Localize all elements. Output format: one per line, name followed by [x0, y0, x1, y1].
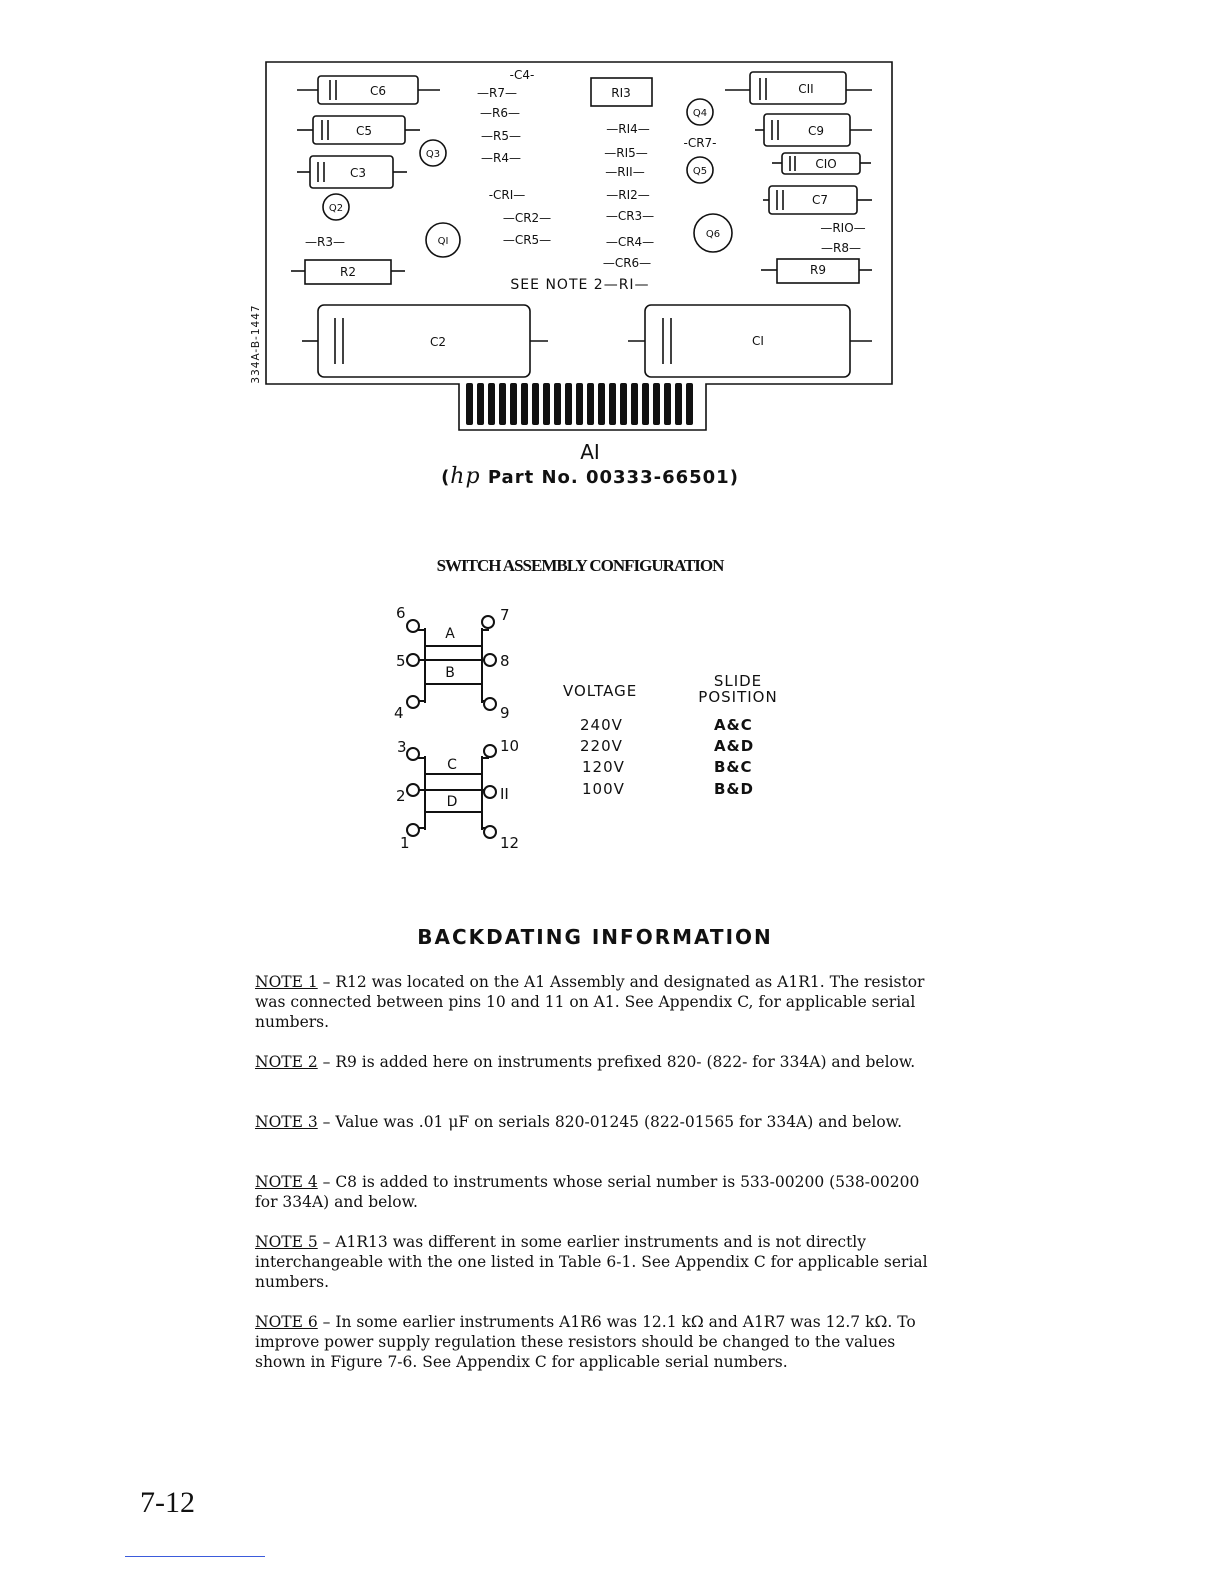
voltage-column-header: VOLTAGE — [563, 682, 638, 700]
label-r12: —RI2— — [606, 188, 650, 202]
connector-finger — [488, 383, 495, 425]
label-r9: R9 — [810, 263, 826, 277]
connector-finger — [598, 383, 605, 425]
connector-finger — [631, 383, 638, 425]
label-r8: —R8— — [821, 241, 861, 255]
drawing-code: 334A-B-1447 — [250, 304, 262, 384]
slide-c: C — [447, 757, 457, 773]
note-5 — [255, 1232, 935, 1292]
page-number: 7-12 — [140, 1486, 195, 1519]
connector-finger — [653, 383, 660, 425]
pin-label-8: 8 — [500, 652, 510, 670]
connector-finger — [477, 383, 484, 425]
connector-finger — [521, 383, 528, 425]
switch-pin-11 — [484, 786, 496, 798]
note-4 — [255, 1172, 935, 1212]
footer-rule — [125, 1556, 265, 1557]
switch-pin-12 — [484, 826, 496, 838]
connector-finger — [675, 383, 682, 425]
note-label: NOTE 1 — [255, 973, 318, 991]
label-r13: RI3 — [611, 86, 631, 100]
assembly-name: AI — [580, 440, 600, 464]
label-c5: C5 — [355, 124, 373, 138]
note-6 — [255, 1312, 935, 1372]
connector-finger — [642, 383, 649, 425]
connector-finger — [620, 383, 627, 425]
pin-label-1: 1 — [400, 834, 410, 852]
pin-label-6: 6 — [396, 604, 406, 622]
label-r10: —RIO— — [820, 221, 866, 235]
connector-finger — [554, 383, 561, 425]
pin-label-10: 10 — [500, 737, 520, 755]
label-c4: -C4- — [509, 68, 535, 82]
label-cr3: —CR3— — [605, 209, 655, 223]
table-row — [572, 716, 832, 737]
a1-board-diagram — [0, 0, 1224, 440]
part-number-line — [380, 464, 800, 489]
label-q4: Q4 — [692, 108, 708, 119]
backdating-title: BACKDATING INFORMATION — [417, 925, 773, 949]
pin-label-12: 12 — [500, 834, 520, 852]
slide-b: B — [445, 665, 455, 681]
paren-open: ( — [441, 467, 451, 488]
label-r6: —R6— — [480, 106, 520, 120]
pin-label-4: 4 — [394, 704, 404, 722]
switch-assembly-title: SWITCH ASSEMBLY CONFIGURATION — [436, 556, 724, 575]
note-text: – C8 is added to instruments whose serial number is 533-00200 (538-00200 for 334A) and below. — [255, 1173, 920, 1211]
label-c1: CI — [752, 334, 764, 348]
position-cell: A&D — [714, 737, 755, 755]
label-q3: Q3 — [425, 149, 441, 160]
connector-finger — [499, 383, 506, 425]
table-row — [572, 780, 832, 802]
label-r2: R2 — [340, 265, 356, 279]
connector-finger — [609, 383, 616, 425]
position-cell: A&C — [714, 716, 753, 734]
note-text: – Value was .01 μF on serials 820-01245 (822-01565 for 334A) and below. — [317, 1113, 903, 1131]
label-cr2: —CR2— — [502, 211, 552, 225]
note-2 — [255, 1052, 935, 1072]
note-text: – R9 is added here on instruments prefixed 820- (822- for 334A) and below. — [317, 1053, 916, 1071]
switch-pin-9 — [484, 698, 496, 710]
connector-finger — [466, 383, 473, 425]
switch-pin-8 — [484, 654, 496, 666]
connector-finger — [532, 383, 539, 425]
pin-label-9: 9 — [500, 704, 510, 722]
label-r15: —RI5— — [604, 146, 648, 160]
label-c9: C9 — [807, 124, 825, 138]
slide-header-line1: SLIDE — [713, 672, 763, 690]
note-label: NOTE 3 — [255, 1113, 318, 1131]
switch-diagram — [380, 598, 540, 858]
pin-label-7: 7 — [500, 606, 510, 624]
capacitor-c2 — [302, 305, 548, 377]
capacitor-c6 — [297, 76, 440, 104]
connector-finger — [565, 383, 572, 425]
label-c6: C6 — [369, 84, 387, 98]
label-q5: Q5 — [692, 166, 708, 177]
slide-d: D — [446, 794, 458, 810]
label-cr6: —CR6— — [602, 256, 652, 270]
connector-finger — [587, 383, 594, 425]
voltage-cell: 120V — [582, 758, 625, 776]
connector-finger — [510, 383, 517, 425]
note-text: – In some earlier instruments A1R6 was 12.1 kΩ and A1R7 was 12.7 kΩ. To improve power supply regulation these resistors should be changed to the values shown in Figure 7-6. See Appendix C for applicable serial numbers. — [255, 1313, 916, 1371]
note-label: NOTE 5 — [255, 1233, 318, 1251]
switch-pin-4 — [407, 696, 419, 708]
label-c7: C7 — [811, 193, 829, 207]
switch-pin-10 — [484, 745, 496, 757]
label-q1: QI — [437, 236, 449, 247]
board-outline — [266, 62, 892, 430]
note-3 — [255, 1112, 935, 1132]
pin-label-2: 2 — [396, 787, 406, 805]
label-cr7: -CR7- — [683, 136, 717, 150]
voltage-cell: 240V — [580, 716, 623, 734]
label-c10: CIO — [815, 157, 837, 171]
paren-close: ) — [729, 467, 739, 488]
switch-pin-5 — [407, 654, 419, 666]
label-c11: CII — [798, 82, 814, 96]
connector-finger — [576, 383, 583, 425]
switch-pin-3 — [407, 748, 419, 760]
switch-pin-6 — [407, 620, 419, 632]
label-q2: Q2 — [328, 203, 344, 214]
label-c3: C3 — [349, 166, 367, 180]
voltage-cell: 100V — [582, 780, 625, 798]
voltage-cell: 220V — [580, 737, 623, 755]
slide-a: A — [445, 626, 455, 642]
connector-finger — [543, 383, 550, 425]
label-r3: —R3— — [305, 235, 345, 249]
label-r4: —R4— — [481, 151, 521, 165]
switch-pin-7 — [482, 616, 494, 628]
label-r7: —R7— — [477, 86, 517, 100]
slide-header-line2: POSITION — [698, 688, 778, 706]
edge-connector-fingers — [466, 383, 693, 425]
connector-finger — [664, 383, 671, 425]
label-cr1: -CRI— — [488, 188, 526, 202]
pin-label-3: 3 — [397, 738, 407, 756]
position-cell: B&C — [714, 758, 753, 776]
table-row — [572, 737, 832, 758]
label-q6: Q6 — [705, 229, 721, 240]
connector-finger — [686, 383, 693, 425]
pin-label-11: II — [500, 785, 509, 803]
label-cr5: —CR5— — [502, 233, 552, 247]
note-label: NOTE 2 — [255, 1053, 318, 1071]
note-text: – R12 was located on the A1 Assembly and designated as A1R1. The resistor was connected between pins 10 and 11 on A1. See Appendix C, for applicable serial numbers. — [255, 973, 925, 1031]
capacitor-c1 — [628, 305, 872, 377]
note-text: – A1R13 was different in some earlier instruments and is not directly interchangeable with the one listed in Table 6-1. See Appendix C for applicable serial numbers. — [255, 1233, 928, 1291]
note-label: NOTE 4 — [255, 1173, 318, 1191]
label-r11: —RII— — [605, 165, 645, 179]
part-number: Part No. 00333-66501 — [487, 467, 730, 488]
switch-pin-2 — [407, 784, 419, 796]
label-r14: —RI4— — [606, 122, 650, 136]
label-c2: C2 — [429, 335, 447, 349]
note-label: NOTE 6 — [255, 1313, 318, 1331]
slide-position-header — [690, 672, 786, 706]
position-cell: B&D — [714, 780, 754, 798]
hp-logo: hp — [450, 464, 481, 489]
label-see-note-2: SEE NOTE 2—RI— — [510, 277, 650, 293]
note-1 — [255, 972, 935, 1032]
label-r5: —R5— — [481, 129, 521, 143]
pin-label-5: 5 — [396, 652, 406, 670]
table-row — [572, 758, 832, 780]
voltage-table — [572, 716, 832, 802]
label-cr4: —CR4— — [605, 235, 655, 249]
